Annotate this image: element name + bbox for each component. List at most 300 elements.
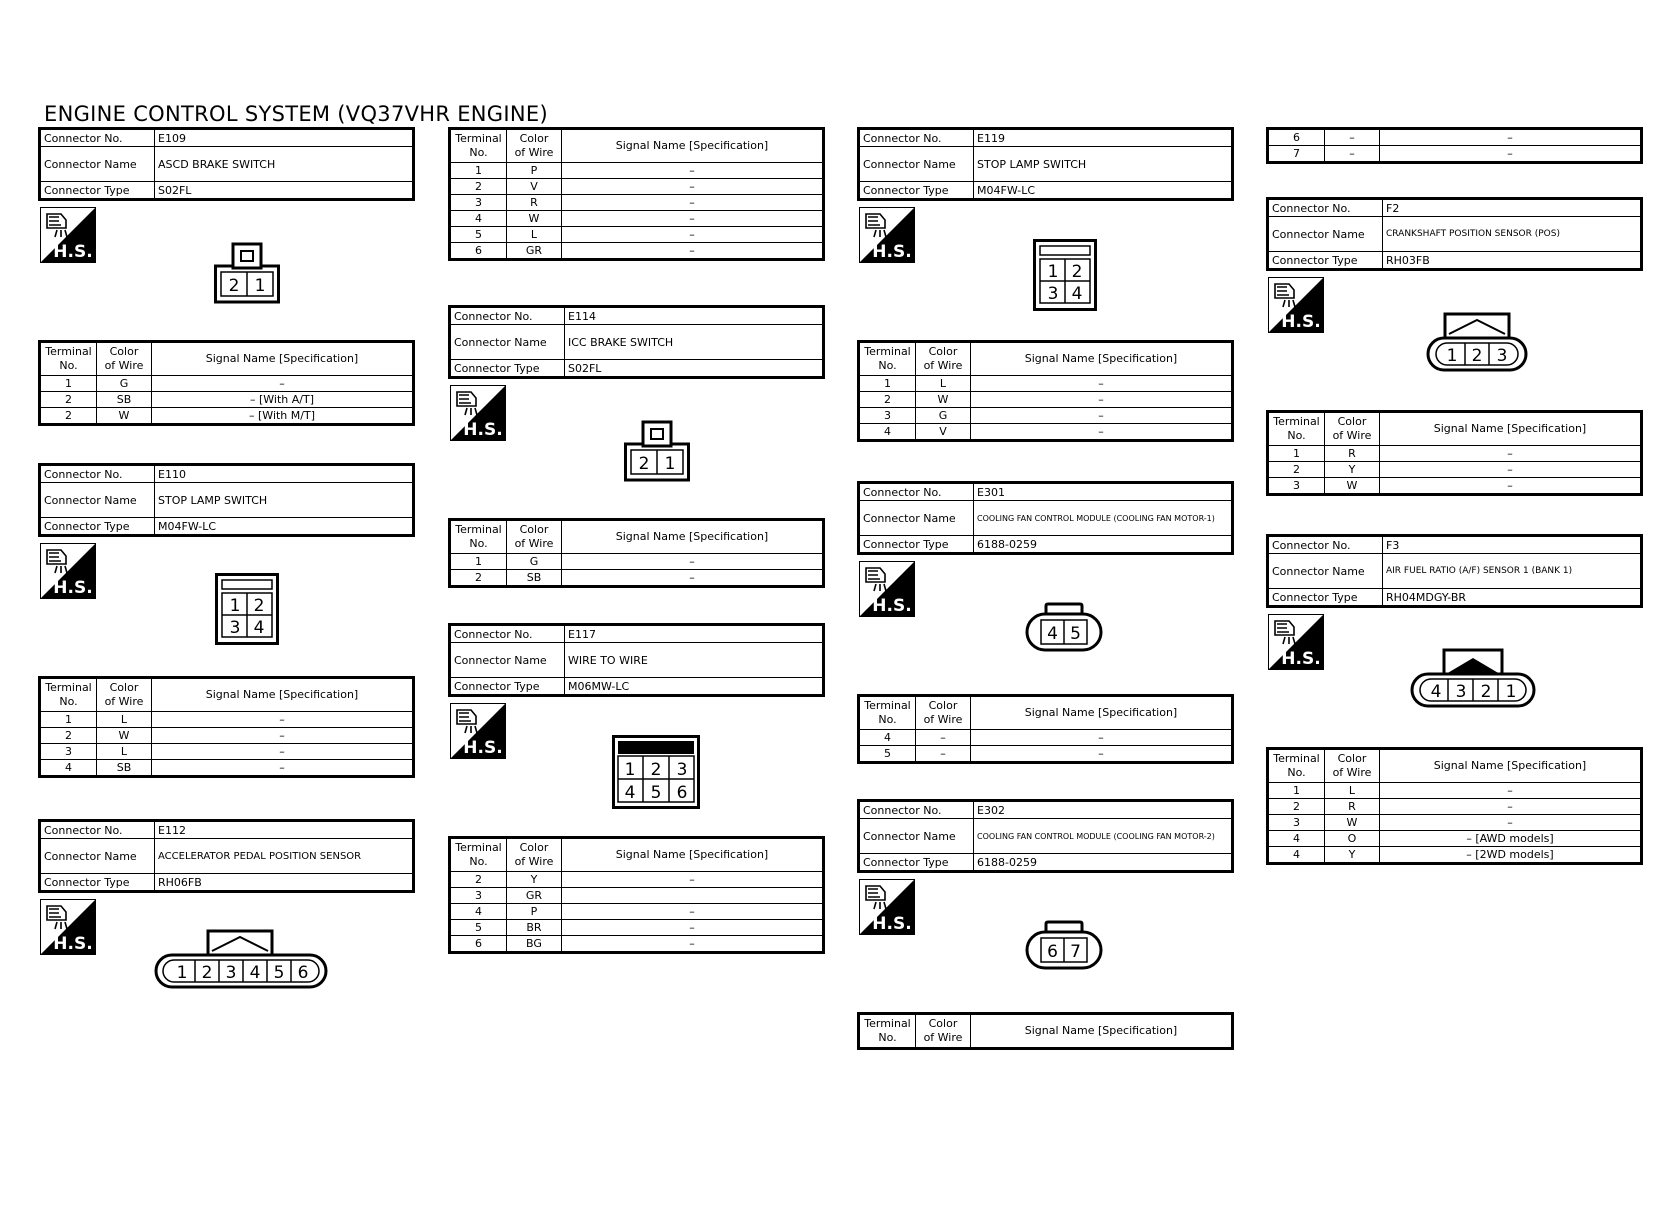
table-cell <box>450 129 507 163</box>
connector-face-e109 <box>214 242 280 304</box>
table-row <box>40 392 414 408</box>
page-title: ENGINE CONTROL SYSTEM (VQ37VHR ENGINE) <box>44 102 548 126</box>
table-row <box>1268 462 1642 478</box>
table-cell: BG <box>507 936 562 953</box>
terminal-table <box>38 340 415 426</box>
table-cell <box>916 1014 971 1049</box>
table-cell: W <box>97 728 152 744</box>
table-cell: M04FW-LC <box>155 518 414 536</box>
terminal-table <box>38 676 415 778</box>
table-row <box>450 163 824 179</box>
table-cell: – <box>562 570 824 587</box>
table-row <box>859 1014 1233 1049</box>
table-cell: 4 <box>450 211 507 227</box>
table-cell: 3 <box>450 195 507 211</box>
pin-label: 2 <box>228 276 240 296</box>
pin-label: 1 <box>1505 682 1517 702</box>
table-cell: O <box>1325 831 1380 847</box>
connector-e112 <box>38 819 415 1019</box>
table-cell <box>859 696 916 730</box>
table-cell: E114 <box>565 307 824 325</box>
connector-e119 <box>857 127 1234 438</box>
table-cell: – <box>1380 129 1642 146</box>
harness-side-icon <box>1268 277 1324 333</box>
table-row <box>1268 749 1642 783</box>
connector-face-e112 <box>154 929 328 991</box>
table-cell: 2 <box>40 392 97 408</box>
table-cell: – <box>562 904 824 920</box>
pin-label: 2 <box>253 596 265 616</box>
table-row <box>1268 129 1642 146</box>
table-cell: Connector Type <box>40 874 155 892</box>
table-cell: P <box>507 163 562 179</box>
table-row <box>859 182 1233 200</box>
pin-label: 4 <box>253 618 265 638</box>
connector-face-e117 <box>612 735 700 809</box>
connector-face-e114 <box>624 420 690 482</box>
table-cell: 1 <box>859 376 916 392</box>
table-cell: 5 <box>859 746 916 763</box>
table-cell: F3 <box>1383 536 1642 554</box>
table-cell: – <box>916 730 971 746</box>
table-cell: – <box>562 179 824 195</box>
table-row <box>40 376 414 392</box>
terminal-table <box>1266 410 1643 496</box>
table-row <box>450 904 824 920</box>
table-row <box>40 483 414 518</box>
text-label: Terminal <box>45 681 92 694</box>
table-cell: 1 <box>40 712 97 728</box>
terminal-table-e302-cont <box>1266 127 1643 164</box>
table-row <box>1268 412 1642 446</box>
terminal-table-header <box>857 1012 1234 1050</box>
table-cell: W <box>97 408 152 425</box>
text-label: No. <box>59 359 78 372</box>
table-row <box>450 195 824 211</box>
table-row <box>1268 199 1642 217</box>
table-row <box>859 147 1233 182</box>
connector-name-value: ASCD BRAKE SWITCH <box>155 147 414 182</box>
table-cell: RH06FB <box>155 874 414 892</box>
table-row <box>40 839 414 874</box>
table-row <box>40 147 414 182</box>
pin-label: 2 <box>201 963 213 983</box>
connector-face-e301 <box>1025 602 1103 652</box>
table-cell: Connector No. <box>1268 536 1383 554</box>
terminal-table-e112 <box>448 127 825 261</box>
table-row <box>40 874 414 892</box>
connector-header-table <box>857 799 1234 873</box>
table-row <box>859 392 1233 408</box>
pin-label: 5 <box>273 963 285 983</box>
table-cell: 4 <box>1268 831 1325 847</box>
table-cell: – <box>562 243 824 260</box>
table-cell <box>450 520 507 554</box>
table-cell: M06MW-LC <box>565 678 824 696</box>
table-row <box>859 424 1233 441</box>
pin-label: 6 <box>1047 942 1058 962</box>
table-row <box>859 696 1233 730</box>
pin-label: 2 <box>1071 262 1083 282</box>
table-cell: Signal Name [Specification] <box>971 342 1233 376</box>
pin-label: 3 <box>1455 682 1467 702</box>
table-cell <box>507 129 562 163</box>
table-cell: Connector No. <box>450 307 565 325</box>
table-cell: Connector No. <box>859 801 974 819</box>
table-cell: 1 <box>1268 446 1325 462</box>
pin-label: 6 <box>676 783 688 803</box>
terminal-no-header <box>40 342 97 376</box>
harness-side-icon <box>859 207 915 263</box>
column-4 <box>1266 127 1643 861</box>
table-row <box>859 376 1233 392</box>
table-row <box>1268 589 1642 607</box>
table-cell: Connector Type <box>450 360 565 378</box>
table-cell: – <box>971 746 1233 763</box>
table-row <box>450 888 824 904</box>
table-cell: – <box>971 392 1233 408</box>
table-cell: SB <box>97 760 152 777</box>
table-cell: V <box>916 424 971 441</box>
pin-label: 3 <box>225 963 237 983</box>
table-cell: WIRE TO WIRE <box>565 643 824 678</box>
table-cell: Connector Type <box>40 518 155 536</box>
table-cell: F2 <box>1383 199 1642 217</box>
table-cell: Connector Name <box>1268 554 1383 589</box>
text-label: Color <box>1337 415 1367 428</box>
table-cell: Signal Name [Specification] <box>562 520 824 554</box>
table-cell: L <box>916 376 971 392</box>
text-label: No. <box>59 695 78 708</box>
column-2 <box>448 127 825 950</box>
table-cell: Connector Type <box>1268 252 1383 270</box>
table-cell: L <box>97 744 152 760</box>
table-row <box>450 643 824 678</box>
pin-label: 2 <box>1471 346 1483 366</box>
table-cell: Connector Type <box>859 182 974 200</box>
table-cell: Y <box>1325 462 1380 478</box>
text-label: Terminal <box>1273 415 1320 428</box>
table-cell: 4 <box>859 424 916 441</box>
connector-f3 <box>1266 534 1643 861</box>
table-cell: 2 <box>1268 462 1325 478</box>
column-1 <box>38 127 415 983</box>
text-label: No. <box>1287 429 1306 442</box>
connector-face-f2 <box>1426 312 1528 374</box>
text-label: of Wire <box>923 1031 963 1044</box>
table-cell: – <box>562 195 824 211</box>
table-row <box>450 936 824 953</box>
table-cell: – <box>152 376 414 392</box>
pin-label: 5 <box>650 783 662 803</box>
table-cell: E301 <box>974 483 1233 501</box>
table-cell: Y <box>507 872 562 888</box>
table-cell: – [2WD models] <box>1380 847 1642 864</box>
table-cell: – <box>1380 783 1642 799</box>
table-cell: – <box>562 872 824 888</box>
table-row <box>1268 536 1642 554</box>
text-label: Terminal <box>455 132 502 145</box>
table-row <box>859 854 1233 872</box>
table-row <box>40 408 414 425</box>
table-row <box>450 920 824 936</box>
text-label: of Wire <box>923 359 963 372</box>
table-cell: Connector Name <box>1268 217 1383 252</box>
table-cell: Signal Name [Specification] <box>562 838 824 872</box>
table-cell: – <box>1380 799 1642 815</box>
connector-e302 <box>857 799 1234 1044</box>
table-cell: STOP LAMP SWITCH <box>155 483 414 518</box>
table-cell: – <box>1380 462 1642 478</box>
connector-face-f3 <box>1410 646 1536 710</box>
connector-e114 <box>448 305 825 584</box>
text-label: Color <box>928 345 958 358</box>
table-row <box>859 342 1233 376</box>
table-cell: – <box>152 760 414 777</box>
table-cell: G <box>916 408 971 424</box>
table-cell: Connector Name <box>450 325 565 360</box>
table-cell: 3 <box>1268 815 1325 831</box>
table-cell: 3 <box>1268 478 1325 495</box>
table-cell: Signal Name [Specification] <box>152 678 414 712</box>
pin-label: 4 <box>624 783 636 803</box>
table-cell: 2 <box>40 728 97 744</box>
table-row <box>1268 799 1642 815</box>
pin-label: 7 <box>1070 942 1081 962</box>
table-row <box>859 408 1233 424</box>
table-cell: W <box>507 211 562 227</box>
table-cell: SB <box>97 392 152 408</box>
table-row <box>40 342 414 376</box>
table-cell: Connector Name <box>40 839 155 874</box>
text-label: Terminal <box>864 699 911 712</box>
table-cell: 6188-0259 <box>974 854 1233 872</box>
table-cell: 4 <box>1268 847 1325 864</box>
terminal-table <box>1266 747 1643 865</box>
table-cell: G <box>507 554 562 570</box>
table-row <box>450 243 824 260</box>
table-cell <box>507 520 562 554</box>
pin-label: 3 <box>1496 346 1508 366</box>
table-row <box>859 536 1233 554</box>
table-cell: 6 <box>450 936 507 953</box>
table-row <box>450 838 824 872</box>
table-row <box>1268 217 1642 252</box>
text-label: of Wire <box>923 713 963 726</box>
pin-label: 1 <box>1446 346 1458 366</box>
table-cell: – <box>562 227 824 243</box>
table-row <box>1268 847 1642 864</box>
table-cell: Connector Type <box>859 854 974 872</box>
table-cell: – <box>971 376 1233 392</box>
table-cell: 2 <box>1268 799 1325 815</box>
table-row <box>450 520 824 554</box>
table-row <box>450 625 824 643</box>
table-cell: – <box>152 728 414 744</box>
table-cell: 2 <box>450 872 507 888</box>
harness-side-icon <box>450 703 506 759</box>
pin-label: 2 <box>1480 682 1492 702</box>
text-label: Terminal <box>864 1017 911 1030</box>
harness-side-icon <box>859 879 915 935</box>
table-cell: 4 <box>40 760 97 777</box>
pin-label: 6 <box>297 963 309 983</box>
table-row <box>40 465 414 483</box>
connector-f2 <box>1266 197 1643 492</box>
connector-e110 <box>38 463 415 783</box>
connector-header-table <box>1266 197 1643 271</box>
connector-header-table <box>448 305 825 379</box>
terminal-table <box>857 340 1234 442</box>
table-cell: 2 <box>450 179 507 195</box>
text-label: of Wire <box>1332 766 1372 779</box>
table-row <box>1268 146 1642 163</box>
text-label: Color <box>109 345 139 358</box>
table-row <box>1268 252 1642 270</box>
table-cell: 4 <box>450 904 507 920</box>
harness-side-icon <box>40 207 96 263</box>
connector-header-table <box>38 127 415 201</box>
table-cell: – <box>971 424 1233 441</box>
harness-side-icon <box>40 899 96 955</box>
connector-header-table <box>448 623 825 697</box>
text-label: No. <box>469 146 488 159</box>
table-row <box>40 678 414 712</box>
pin-label: 3 <box>229 618 241 638</box>
table-row <box>450 129 824 163</box>
connector-header-table <box>1266 534 1643 608</box>
connector-header-table <box>857 481 1234 555</box>
table-cell: – <box>1380 146 1642 163</box>
table-row <box>450 307 824 325</box>
table-row <box>40 728 414 744</box>
pin-label: 1 <box>624 760 636 780</box>
table-cell: – <box>562 211 824 227</box>
pin-label: 4 <box>1071 284 1083 304</box>
harness-side-icon <box>450 385 506 441</box>
table-cell <box>916 696 971 730</box>
table-row <box>450 179 824 195</box>
pin-label: 5 <box>1070 624 1081 644</box>
pin-label: 1 <box>176 963 188 983</box>
harness-side-icon <box>40 543 96 599</box>
terminal-table <box>448 518 825 588</box>
table-cell <box>1325 749 1380 783</box>
table-cell: R <box>507 195 562 211</box>
pin-label: 2 <box>638 454 650 474</box>
text-label: Terminal <box>455 523 502 536</box>
table-cell: Signal Name [Specification] <box>971 696 1233 730</box>
table-cell: W <box>1325 478 1380 495</box>
table-row <box>859 501 1233 536</box>
table-cell: 7 <box>1268 146 1325 163</box>
text-label: Color <box>928 1017 958 1030</box>
table-cell <box>40 678 97 712</box>
table-cell: 1 <box>450 554 507 570</box>
table-cell: 6 <box>1268 129 1325 146</box>
text-label: Terminal <box>1273 752 1320 765</box>
table-cell: – <box>562 920 824 936</box>
terminal-table <box>857 694 1234 764</box>
table-cell: 1 <box>40 376 97 392</box>
table-cell: M04FW-LC <box>974 182 1233 200</box>
table-row <box>859 730 1233 746</box>
table-row <box>40 182 414 200</box>
table-cell: Signal Name [Specification] <box>971 1014 1233 1049</box>
table-cell: 2 <box>40 408 97 425</box>
text-label: Terminal <box>45 345 92 358</box>
text-label: No. <box>469 855 488 868</box>
table-cell <box>507 838 562 872</box>
table-cell: V <box>507 179 562 195</box>
connector-e109 <box>38 127 415 427</box>
table-cell: Connector No. <box>859 483 974 501</box>
table-cell: S02FL <box>565 360 824 378</box>
table-cell: W <box>1325 815 1380 831</box>
connector-face-e110 <box>215 573 279 645</box>
table-cell: 6188-0259 <box>974 536 1233 554</box>
table-cell: Connector Name <box>40 483 155 518</box>
table-cell: BR <box>507 920 562 936</box>
harness-side-icon <box>1268 614 1324 670</box>
table-cell: ICC BRAKE SWITCH <box>565 325 824 360</box>
connector-header-table <box>38 819 415 893</box>
table-cell: W <box>916 392 971 408</box>
table-row <box>1268 783 1642 799</box>
table-cell: Connector Type <box>859 536 974 554</box>
text-label: of Wire <box>104 359 144 372</box>
table-cell: R <box>1325 446 1380 462</box>
harness-side-icon <box>859 561 915 617</box>
table-cell <box>1268 412 1325 446</box>
table-cell <box>916 342 971 376</box>
table-cell: – <box>152 712 414 728</box>
table-row <box>40 518 414 536</box>
table-cell: SB <box>507 570 562 587</box>
pin-label: 1 <box>664 454 676 474</box>
table-row <box>40 760 414 777</box>
text-label: Color <box>519 523 549 536</box>
table-cell: STOP LAMP SWITCH <box>974 147 1233 182</box>
table-cell: E112 <box>155 821 414 839</box>
table-cell <box>562 888 824 904</box>
table-row <box>450 360 824 378</box>
connector-header-table <box>38 463 415 537</box>
pin-label: 3 <box>676 760 688 780</box>
connector-type-value: S02FL <box>155 182 414 200</box>
table-cell: – <box>152 744 414 760</box>
table-cell: – <box>562 163 824 179</box>
table-cell: – <box>1325 129 1380 146</box>
label-connector-no: Connector No. <box>40 129 155 147</box>
table-row <box>450 211 824 227</box>
table-cell: 6 <box>450 243 507 260</box>
table-row <box>1268 478 1642 495</box>
table-cell: 3 <box>859 408 916 424</box>
table-cell: CRANKSHAFT POSITION SENSOR (POS) <box>1383 217 1642 252</box>
text-label: No. <box>878 713 897 726</box>
column-3 <box>857 127 1234 1044</box>
table-cell: E117 <box>565 625 824 643</box>
table-cell: – <box>1380 815 1642 831</box>
table-cell: 5 <box>450 920 507 936</box>
connector-e301 <box>857 481 1234 760</box>
table-row <box>450 678 824 696</box>
table-row <box>859 129 1233 147</box>
pin-label: 2 <box>650 760 662 780</box>
table-row <box>1268 554 1642 589</box>
text-label: of Wire <box>514 537 554 550</box>
